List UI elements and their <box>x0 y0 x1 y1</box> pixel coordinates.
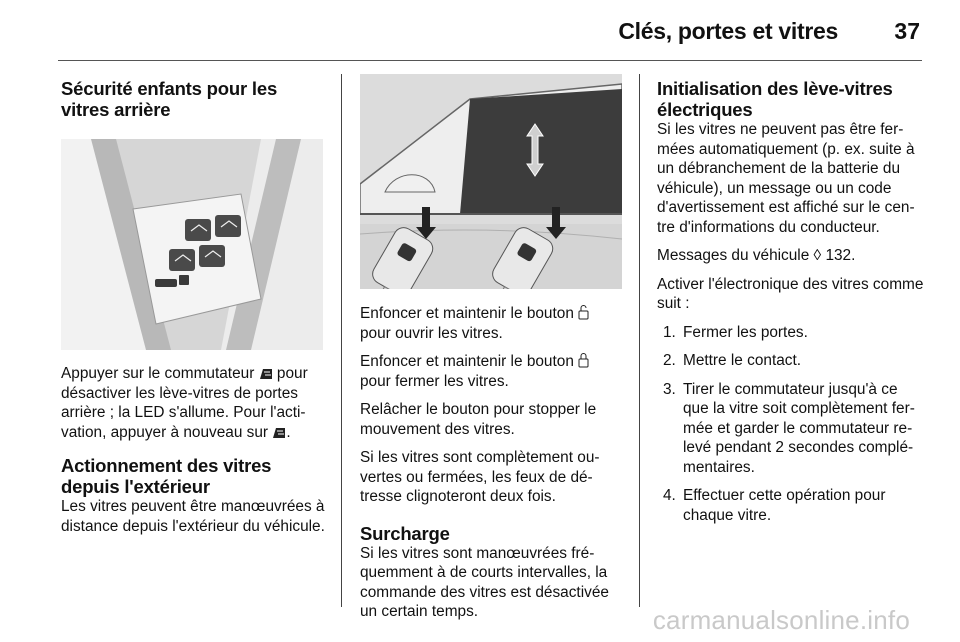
child-lock-switch-icon <box>259 367 273 380</box>
page-title: Clés, portes et vitres <box>618 18 838 44</box>
list-item: 2. Mettre le contact. <box>663 352 802 369</box>
column-divider-1 <box>341 74 342 607</box>
paragraph-hazard-lights: Si les vitres sont complètement ou-vertes ou fermées, les feux de dé-tresse clignoteront deux fois. <box>360 449 600 505</box>
paragraph-open-button: Enfoncer et maintenir le bouton pour ouvrir les vitres. <box>360 304 622 343</box>
paragraph-overload: Si les vitres sont manœuvrées fré-quemment à de courts intervalles, la commande des vitres est désactivée un certain temps. <box>360 544 609 620</box>
paragraph-activate: Activer l'électronique des vitres comme suit : <box>657 275 924 312</box>
window-switch-panel-illustration <box>61 139 323 350</box>
steps-list <box>657 323 927 526</box>
section-heading-initialisation: Initialisation des lève-vitres électriques <box>657 78 893 120</box>
paragraph-child-safety: Appuyer sur le commutateur pour désactiver les lève-vitres de portes arrière ; la LED s'allume. Pour l'acti-vation, appuyer à nouveau sur . <box>61 365 308 441</box>
column-1 <box>61 78 326 536</box>
section-heading-exterior-operation: Actionnement des vitres depuis l'extérieur <box>61 455 272 497</box>
list-item: 4. Effectuer cette opération pour chaque vitre. <box>663 487 886 524</box>
page-number: 37 <box>894 18 920 44</box>
watermark: carmanualsonline.info <box>652 605 910 635</box>
paragraph-vehicle-messages: Messages du véhicule ◊ 132. <box>657 247 856 264</box>
list-item: 3. Tirer le commutateur jusqu'à ce que la vitre soit complètement fer-mée et garder le commutateur re-levé pendant 2 secondes complé-mentaires. <box>663 380 915 476</box>
paragraph-release-button: Relâcher le bouton pour stopper le mouvement des vitres. <box>360 401 597 438</box>
column-3 <box>657 78 927 525</box>
lock-button-icon <box>578 353 589 368</box>
paragraph-exterior-operation: Les vitres peuvent être manœuvrées à distance depuis l'extérieur du véhicule. <box>61 498 325 535</box>
paragraph-close-button: Enfoncer et maintenir le bouton pour fermer les vitres. <box>360 352 622 391</box>
section-heading-overload: Surcharge <box>360 522 450 544</box>
column-2 <box>360 74 622 622</box>
column-divider-2 <box>639 74 640 607</box>
header-rule <box>58 60 922 61</box>
child-lock-switch-icon <box>272 426 286 439</box>
remote-key-illustration <box>360 74 622 289</box>
paragraph-init-intro: Si les vitres ne peuvent pas être fer-mées automatiquement (p. ex. suite à un débranchement de la batterie du véhicule), un message ou un code d'avertissement est affiché sur le cen-tre d'informations du conducteur. <box>657 121 915 236</box>
section-heading-child-safety: Sécurité enfants pour les vitres arrière <box>61 78 278 120</box>
unlock-button-icon <box>578 305 589 320</box>
figure-remote-key-window <box>360 74 622 289</box>
figure-window-switch-panel <box>61 139 323 350</box>
list-item: 1. Fermer les portes. <box>663 323 808 341</box>
